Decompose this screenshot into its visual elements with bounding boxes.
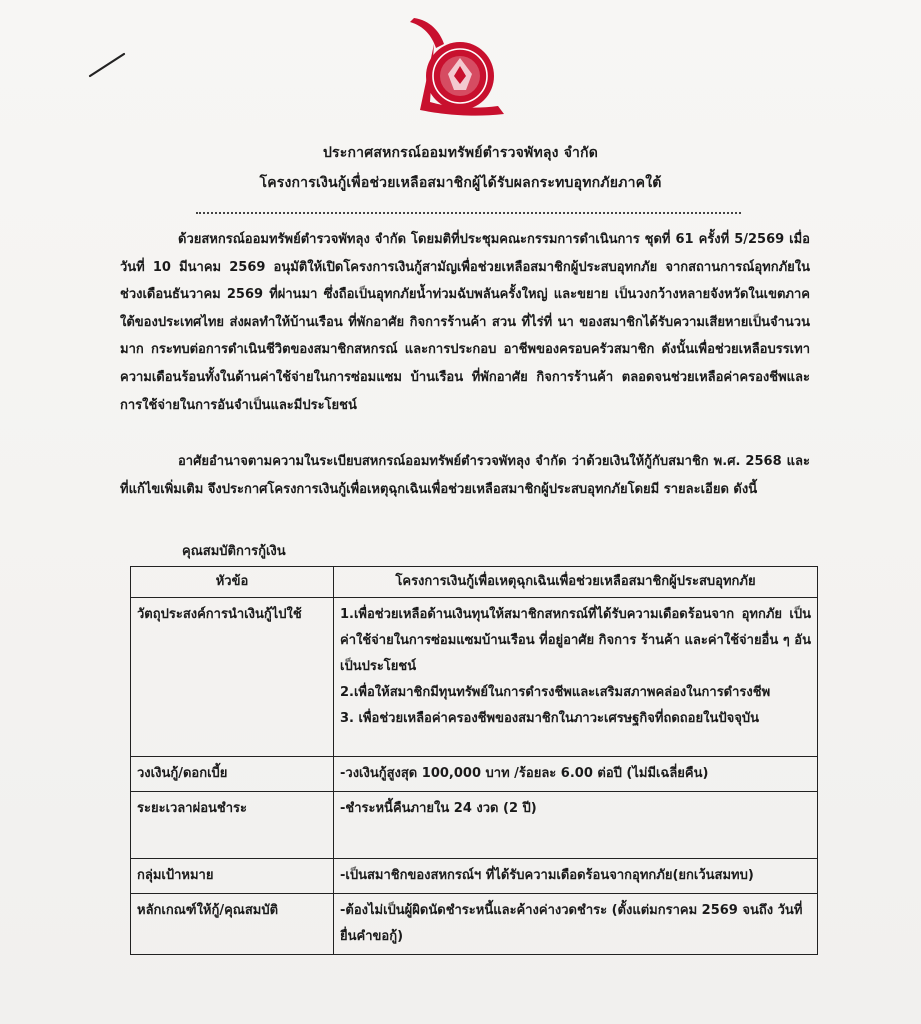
intro-paragraph bbox=[120, 226, 810, 419]
objective-line: 1.เพื่อช่วยเหลือด้านเงินทุนให้สมาชิกสหกรณ์ที่ได้รับความเดือดร้อนจาก อุทกภัย เป็นค่าใช้จ่ายในการซ่อมแซมบ้านเรือน ที่อยู่อาศัย กิจการ ร้านค้า และค่าใช้จ่ายอื่น ๆ อันเป็นประโยชน์ bbox=[340, 607, 811, 674]
row-key: วงเงินกู้/ดอกเบี้ย bbox=[131, 757, 334, 792]
authority-paragraph bbox=[120, 448, 810, 503]
row-key: หลักเกณฑ์ให้กู้/คุณสมบัติ bbox=[131, 894, 334, 955]
row-key: กลุ่มเป้าหมาย bbox=[131, 859, 334, 894]
loan-qualifications-label: คุณสมบัติการกู้เงิน bbox=[182, 544, 286, 559]
table-row bbox=[131, 859, 818, 894]
row-key: วัตถุประสงค์การนำเงินกู้ไปใช้ bbox=[131, 598, 334, 757]
authority-paragraph-text: อาศัยอำนาจตามความในระเบียบสหกรณ์ออมทรัพย์ตำรวจพัทลุง จำกัด ว่าด้วยเงินให้กู้กับสมาชิก พ.ศ. 2568 และที่แก้ไขเพิ่มเติม จึงประกาศโครงการเงินกู้เพื่อเหตุฉุกเฉินเพื่อช่วยเหลือสมาชิกผู้ประสบอุทกภัยโดยมี รายละเอียด ดังนี้ bbox=[120, 454, 810, 497]
intro-paragraph-text: ด้วยสหกรณ์ออมทรัพย์ตำรวจพัทลุง จำกัด โดยมติที่ประชุมคณะกรรมการดำเนินการ ชุดที่ 61 ครั้งที่ 5/2569 เมื่อวันที่ 10 มีนาคม 2569 อนุมัติให้เปิดโครงการเงินกู้สามัญเพื่อช่วยเหลือสมาชิกผู้ประสบอุทกภัย จากสถานการณ์อุทกภัยในช่วงเดือนธันวาคม 2569 ที่ผ่านมา ซึ่งถือเป็นอุทกภัยน้ำท่วมฉับพลันครั้งใหญ่ และขยาย เป็นวงกว้างหลายจังหวัดในเขตภาคใต้ของประเทศไทย ส่งผลทำให้บ้านเรือน ที่พักอาศัย กิจการร้านค้า สวน ที่ไร่ที่ นา ของสมาชิกได้รับความเสียหายเป็นจำนวนมาก กระทบต่อการดำเนินชีวิตของสมาชิกสหกรณ์ และการประกอบ อาชีพของครอบครัวสมาชิก ดังนั้นเพื่อช่วยเหลือบรรเทาความเดือนร้อนทั้งในด้านค่าใช้จ่ายในการซ่อมแซม บ้านเรือน ที่พักอาศัย กิจการร้านค้า ตลอดจนช่วยเหลือค่าครองชีพและการใช้จ่ายในการอันจำเป็นและมีประโยชน์ bbox=[120, 232, 810, 413]
table-header-row bbox=[131, 567, 818, 598]
row-value: -ชำระหนี้คืนภายใน 24 งวด (2 ปี) bbox=[334, 792, 818, 859]
row-value bbox=[334, 598, 818, 757]
dotted-divider bbox=[196, 212, 741, 214]
header-project: โครงการเงินกู้เพื่อเหตุฉุกเฉินเพื่อช่วยเหลือสมาชิกผู้ประสบอุทกภัย bbox=[334, 567, 818, 598]
table-row bbox=[131, 598, 818, 757]
objective-line: 2.เพื่อให้สมาชิกมีทุนทรัพย์ในการดำรงชีพและเสริมสภาพคล่องในการดำรงชีพ bbox=[340, 685, 771, 700]
row-key: ระยะเวลาผ่อนชำระ bbox=[131, 792, 334, 859]
table-row bbox=[131, 894, 818, 955]
loan-details-table bbox=[130, 566, 818, 955]
pen-stroke-mark bbox=[88, 50, 128, 80]
cooperative-seal-logo bbox=[400, 14, 512, 124]
row-value: -ต้องไม่เป็นผู้ผิดนัดชำระหนี้และค้างค่างวดชำระ (ตั้งแต่มกราคม 2569 จนถึง วันที่ยื่นคำขอกู้) bbox=[334, 894, 818, 955]
row-value: -วงเงินกู้สูงสุด 100,000 บาท /ร้อยละ 6.00 ต่อปี (ไม่มีเฉลี่ยคืน) bbox=[334, 757, 818, 792]
row-value: -เป็นสมาชิกของสหกรณ์ฯ ที่ได้รับความเดือดร้อนจากอุทกภัย(ยกเว้นสมทบ) bbox=[334, 859, 818, 894]
table-row bbox=[131, 792, 818, 859]
table-row bbox=[131, 757, 818, 792]
header-topic: หัวข้อ bbox=[131, 567, 334, 598]
announcement-title: ประกาศสหกรณ์ออมทรัพย์ตำรวจพัทลุง จำกัด bbox=[322, 145, 599, 161]
objective-line: 3. เพื่อช่วยเหลือค่าครองชีพของสมาชิกในภาวะเศรษฐกิจที่ถดถอยในปัจจุบัน bbox=[340, 711, 759, 726]
project-title: โครงการเงินกู้เพื่อช่วยเหลือสมาชิกผู้ได้รับผลกระทบอุทกภัยภาคใต้ bbox=[259, 175, 662, 191]
